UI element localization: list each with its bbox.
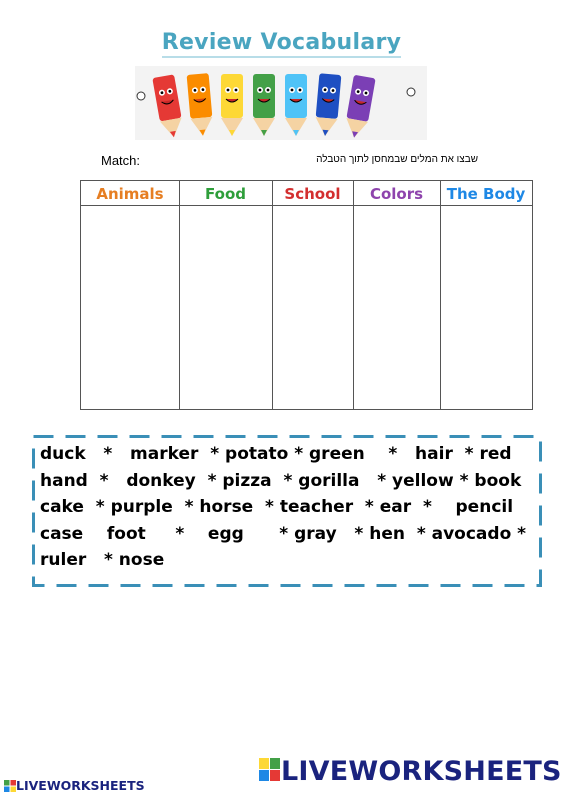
word-bank-line[interactable]: ruler * nose [40,550,165,570]
word-bank-line[interactable]: hand * donkey * pizza * gorilla * yellow * book [40,470,522,491]
liveworksheets-logo-icon [4,780,16,792]
liveworksheets-logo-icon [259,758,281,782]
page-title: Review Vocabulary [0,30,563,55]
column-school[interactable] [272,181,354,409]
column-the-body[interactable] [440,181,532,409]
word-bank-line[interactable]: case foot * egg * gray * hen * avocado * [40,523,527,544]
word-bank [40,441,540,574]
hebrew-instructions: שבצו את המלים שבמחסן לתוך הטבלה [316,154,478,165]
footer-brand-large [259,756,562,787]
category-table [80,180,533,410]
column-colors[interactable] [353,181,441,409]
column-header: The Body [440,181,532,206]
word-bank-line[interactable]: cake * purple * horse * teacher * ear * pencil [40,497,514,517]
match-label: Match: [101,153,141,168]
brand-text: LIVEWORKSHEETS [16,778,145,793]
column-header: Colors [353,181,440,206]
word-bank-line[interactable]: duck * marker * potato * green * hair * red [40,444,512,464]
column-food[interactable] [179,181,273,409]
column-animals[interactable] [81,181,180,409]
column-header: School [272,181,353,206]
column-header: Food [179,181,272,206]
column-header: Animals [81,181,179,206]
pencils-illustration [135,66,427,140]
footer-brand-small [4,778,145,793]
brand-text: LIVEWORKSHEETS [281,756,562,787]
